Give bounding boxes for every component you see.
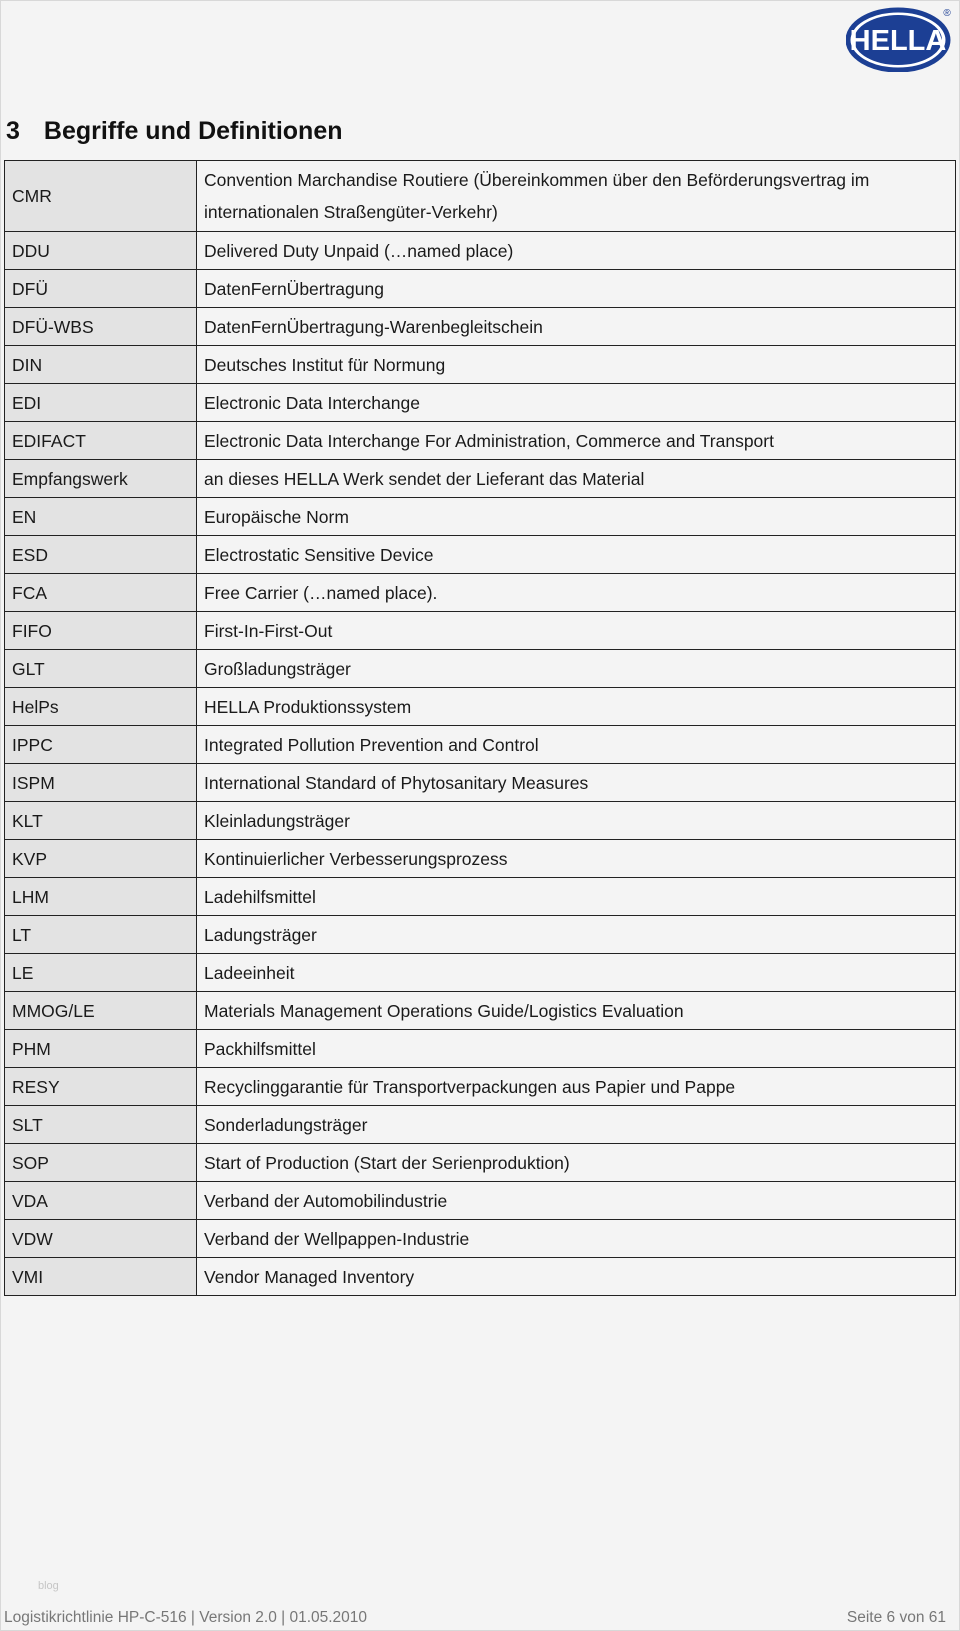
- definitions-table: [4, 160, 956, 1296]
- definition-term: IPPC: [5, 726, 197, 764]
- definition-description: Verband der Wellpappen-Industrie: [197, 1220, 956, 1258]
- definition-row: [5, 270, 956, 308]
- definition-description: Delivered Duty Unpaid (…named place): [197, 232, 956, 270]
- definition-description: Großladungsträger: [197, 650, 956, 688]
- definition-term: ESD: [5, 536, 197, 574]
- definition-term: SOP: [5, 1144, 197, 1182]
- definition-term: MMOG/LE: [5, 992, 197, 1030]
- definition-description: Integrated Pollution Prevention and Control: [197, 726, 956, 764]
- definition-row: [5, 1220, 956, 1258]
- definition-row: [5, 992, 956, 1030]
- watermark: blog: [38, 1580, 59, 1592]
- definition-term: ISPM: [5, 764, 197, 802]
- definition-description: Kleinladungsträger: [197, 802, 956, 840]
- definition-description: First-In-First-Out: [197, 612, 956, 650]
- definition-term: CMR: [5, 161, 197, 232]
- definition-description: Ladeeinheit: [197, 954, 956, 992]
- definition-row: [5, 688, 956, 726]
- definition-row: [5, 346, 956, 384]
- footer-document-info: Logistikrichtlinie HP-C-516 | Version 2.0 | 01.05.2010: [4, 1609, 368, 1626]
- definition-row: [5, 308, 956, 346]
- definition-description: Deutsches Institut für Normung: [197, 346, 956, 384]
- definition-term: DDU: [5, 232, 197, 270]
- definition-description: Packhilfsmittel: [197, 1030, 956, 1068]
- definition-row: [5, 460, 956, 498]
- definition-term: Empfangswerk: [5, 460, 197, 498]
- definition-description: an dieses HELLA Werk sendet der Lieferant das Material: [197, 460, 956, 498]
- definition-row: [5, 764, 956, 802]
- definition-description: Europäische Norm: [197, 498, 956, 536]
- definition-term: EN: [5, 498, 197, 536]
- hella-logo: [846, 4, 954, 72]
- definition-term: EDI: [5, 384, 197, 422]
- definition-row: [5, 1106, 956, 1144]
- definition-description: Convention Marchandise Routiere (Übereinkommen über den Beförderungsvertrag im internationalen Straßengüter-Verkehr): [197, 161, 956, 232]
- definition-term: RESY: [5, 1068, 197, 1106]
- definition-description: Kontinuierlicher Verbesserungsprozess: [197, 840, 956, 878]
- definition-row: [5, 422, 956, 460]
- definition-term: LHM: [5, 878, 197, 916]
- definition-row: [5, 1258, 956, 1296]
- definition-row: [5, 498, 956, 536]
- definition-description: International Standard of Phytosanitary Measures: [197, 764, 956, 802]
- definition-term: KVP: [5, 840, 197, 878]
- definition-term: VMI: [5, 1258, 197, 1296]
- definition-description: Ladehilfsmittel: [197, 878, 956, 916]
- definition-row: [5, 232, 956, 270]
- definition-row: [5, 574, 956, 612]
- definition-row: [5, 1144, 956, 1182]
- definitions-table-body: [5, 161, 956, 1296]
- definition-row: [5, 536, 956, 574]
- definition-description: Vendor Managed Inventory: [197, 1258, 956, 1296]
- definition-term: EDIFACT: [5, 422, 197, 460]
- definition-description: HELLA Produktionssystem: [197, 688, 956, 726]
- definition-description: Free Carrier (…named place).: [197, 574, 956, 612]
- definition-description: Verband der Automobilindustrie: [197, 1182, 956, 1220]
- definition-row: [5, 916, 956, 954]
- definition-term: HelPs: [5, 688, 197, 726]
- definition-description: Electronic Data Interchange For Administration, Commerce and Transport: [197, 422, 956, 460]
- definition-description: Electronic Data Interchange: [197, 384, 956, 422]
- definition-term: VDW: [5, 1220, 197, 1258]
- definition-description: Sonderladungsträger: [197, 1106, 956, 1144]
- definition-term: LE: [5, 954, 197, 992]
- definition-description: DatenFernÜbertragung-Warenbegleitschein: [197, 308, 956, 346]
- definition-term: LT: [5, 916, 197, 954]
- definition-term: SLT: [5, 1106, 197, 1144]
- definition-row: [5, 1182, 956, 1220]
- definition-row: [5, 878, 956, 916]
- definition-description: Ladungsträger: [197, 916, 956, 954]
- definition-row: [5, 954, 956, 992]
- registered-mark: ®: [943, 8, 951, 19]
- definition-term: GLT: [5, 650, 197, 688]
- section-number: 3: [6, 117, 20, 145]
- definition-row: [5, 612, 956, 650]
- section-heading: [6, 117, 343, 146]
- definition-row: [5, 840, 956, 878]
- section-title: Begriffe und Definitionen: [43, 117, 343, 145]
- logo-wordmark: HELLA: [849, 25, 947, 57]
- definition-term: VDA: [5, 1182, 197, 1220]
- definition-description: Start of Production (Start der Serienproduktion): [197, 1144, 956, 1182]
- definition-row: [5, 161, 956, 232]
- definition-term: KLT: [5, 802, 197, 840]
- definition-row: [5, 384, 956, 422]
- definition-row: [5, 802, 956, 840]
- definition-row: [5, 1030, 956, 1068]
- definition-description: DatenFernÜbertragung: [197, 270, 956, 308]
- definition-description: Materials Management Operations Guide/Logistics Evaluation: [197, 992, 956, 1030]
- definition-term: DFÜ: [5, 270, 197, 308]
- definition-term: PHM: [5, 1030, 197, 1068]
- definition-term: FCA: [5, 574, 197, 612]
- definition-description: Recyclinggarantie für Transportverpackungen aus Papier und Pappe: [197, 1068, 956, 1106]
- definition-term: FIFO: [5, 612, 197, 650]
- definition-term: DFÜ-WBS: [5, 308, 197, 346]
- definition-description: Electrostatic Sensitive Device: [197, 536, 956, 574]
- definition-term: DIN: [5, 346, 197, 384]
- definition-row: [5, 1068, 956, 1106]
- definition-row: [5, 650, 956, 688]
- footer-page-number: Seite 6 von 61: [846, 1609, 946, 1626]
- definition-row: [5, 726, 956, 764]
